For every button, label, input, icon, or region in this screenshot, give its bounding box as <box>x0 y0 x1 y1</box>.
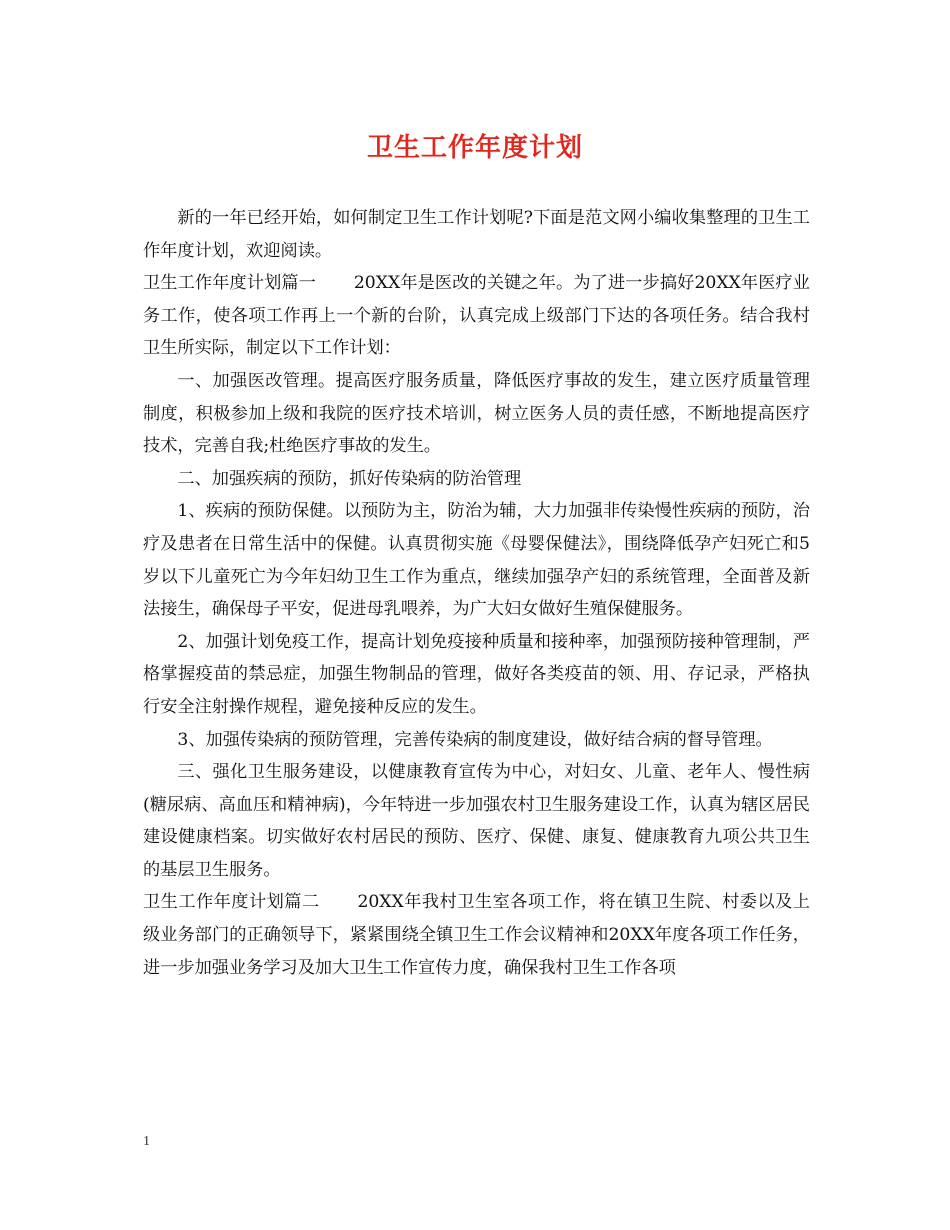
paragraph-health-service: 三、强化卫生服务建设，以健康教育宣传为中心，对妇女、儿童、老年人、慢性病(糖尿病、高血压和精神病)，今年特进一步加强农村卫生服务建设工作，认真为辖区居民建设健康档案。切实做好农村居民的预防、医疗、保健、康复、健康教育九项公共卫生的基层卫生服务。 <box>143 762 810 880</box>
document-body <box>143 202 810 984</box>
section-one-text: 20XX年是医改的关键之年。为了进一步搞好20XX年医疗业务工作，使各项工作再上一个新的台阶，认真完成上级部门下达的各项任务。结合我村卫生所实际，制定以下工作计划： <box>143 273 810 359</box>
paragraph-immunization: 2、加强计划免疫工作，提高计划免疫接种质量和接种率，加强预防接种管理制，严格掌握疫苗的禁忌症，加强生物制品的管理，做好各类疫苗的领、用、存记录，严格执行安全注射操作规程，避免接种反应的发生。 <box>143 631 810 717</box>
paragraph-infectious-disease: 3、加强传染病的预防管理，完善传染病的制度建设，做好结合病的督导管理。 <box>177 729 773 750</box>
section-two-paragraph <box>143 886 810 984</box>
paragraph-disease-prevention-heading: 二、加强疾病的预防，抓好传染病的防治管理 <box>177 468 522 489</box>
section-two-text: 20XX年我村卫生室各项工作，将在镇卫生院、村委以及上级业务部门的正确领导下，紧紧围绕全镇卫生工作会议精神和20XX年度各项工作任务，进一步加强业务学习及加大卫生工作宣传力度，确保我村卫生工作各项 <box>143 892 810 978</box>
section-one-paragraph <box>143 267 810 365</box>
section-one-heading: 卫生工作年度计划篇一 <box>143 273 317 294</box>
paragraph-prevention-care: 1、疾病的预防保健。以预防为主，防治为辅，大力加强非传染慢性疾病的预防，治疗及患者在日常生活中的保健。认真贯彻实施《母婴保健法》，围绕降低孕产妇死亡和5岁以下儿童死亡为今年妇幼卫生工作为重点，继续加强孕产妇的系统管理，全面普及新法接生，确保母子平安，促进母乳喂养，为广大妇女做好生殖保健服务。 <box>143 501 810 620</box>
intro-paragraph: 新的一年已经开始，如何制定卫生工作计划呢?下面是范文网小编收集整理的卫生工作年度计划，欢迎阅读。 <box>143 208 810 261</box>
paragraph-medical-reform: 一、加强医改管理。提高医疗服务质量，降低医疗事故的发生，建立医疗质量管理制度，积极参加上级和我院的医疗技术培训，树立医务人员的责任感，不断地提高医疗技术，完善自我;杜绝医疗事故的发生。 <box>143 370 810 457</box>
section-two-heading: 卫生工作年度计划篇二 <box>143 892 320 913</box>
page-number: 1 <box>143 1134 150 1149</box>
page-title: 卫生工作年度计划 <box>366 133 583 163</box>
